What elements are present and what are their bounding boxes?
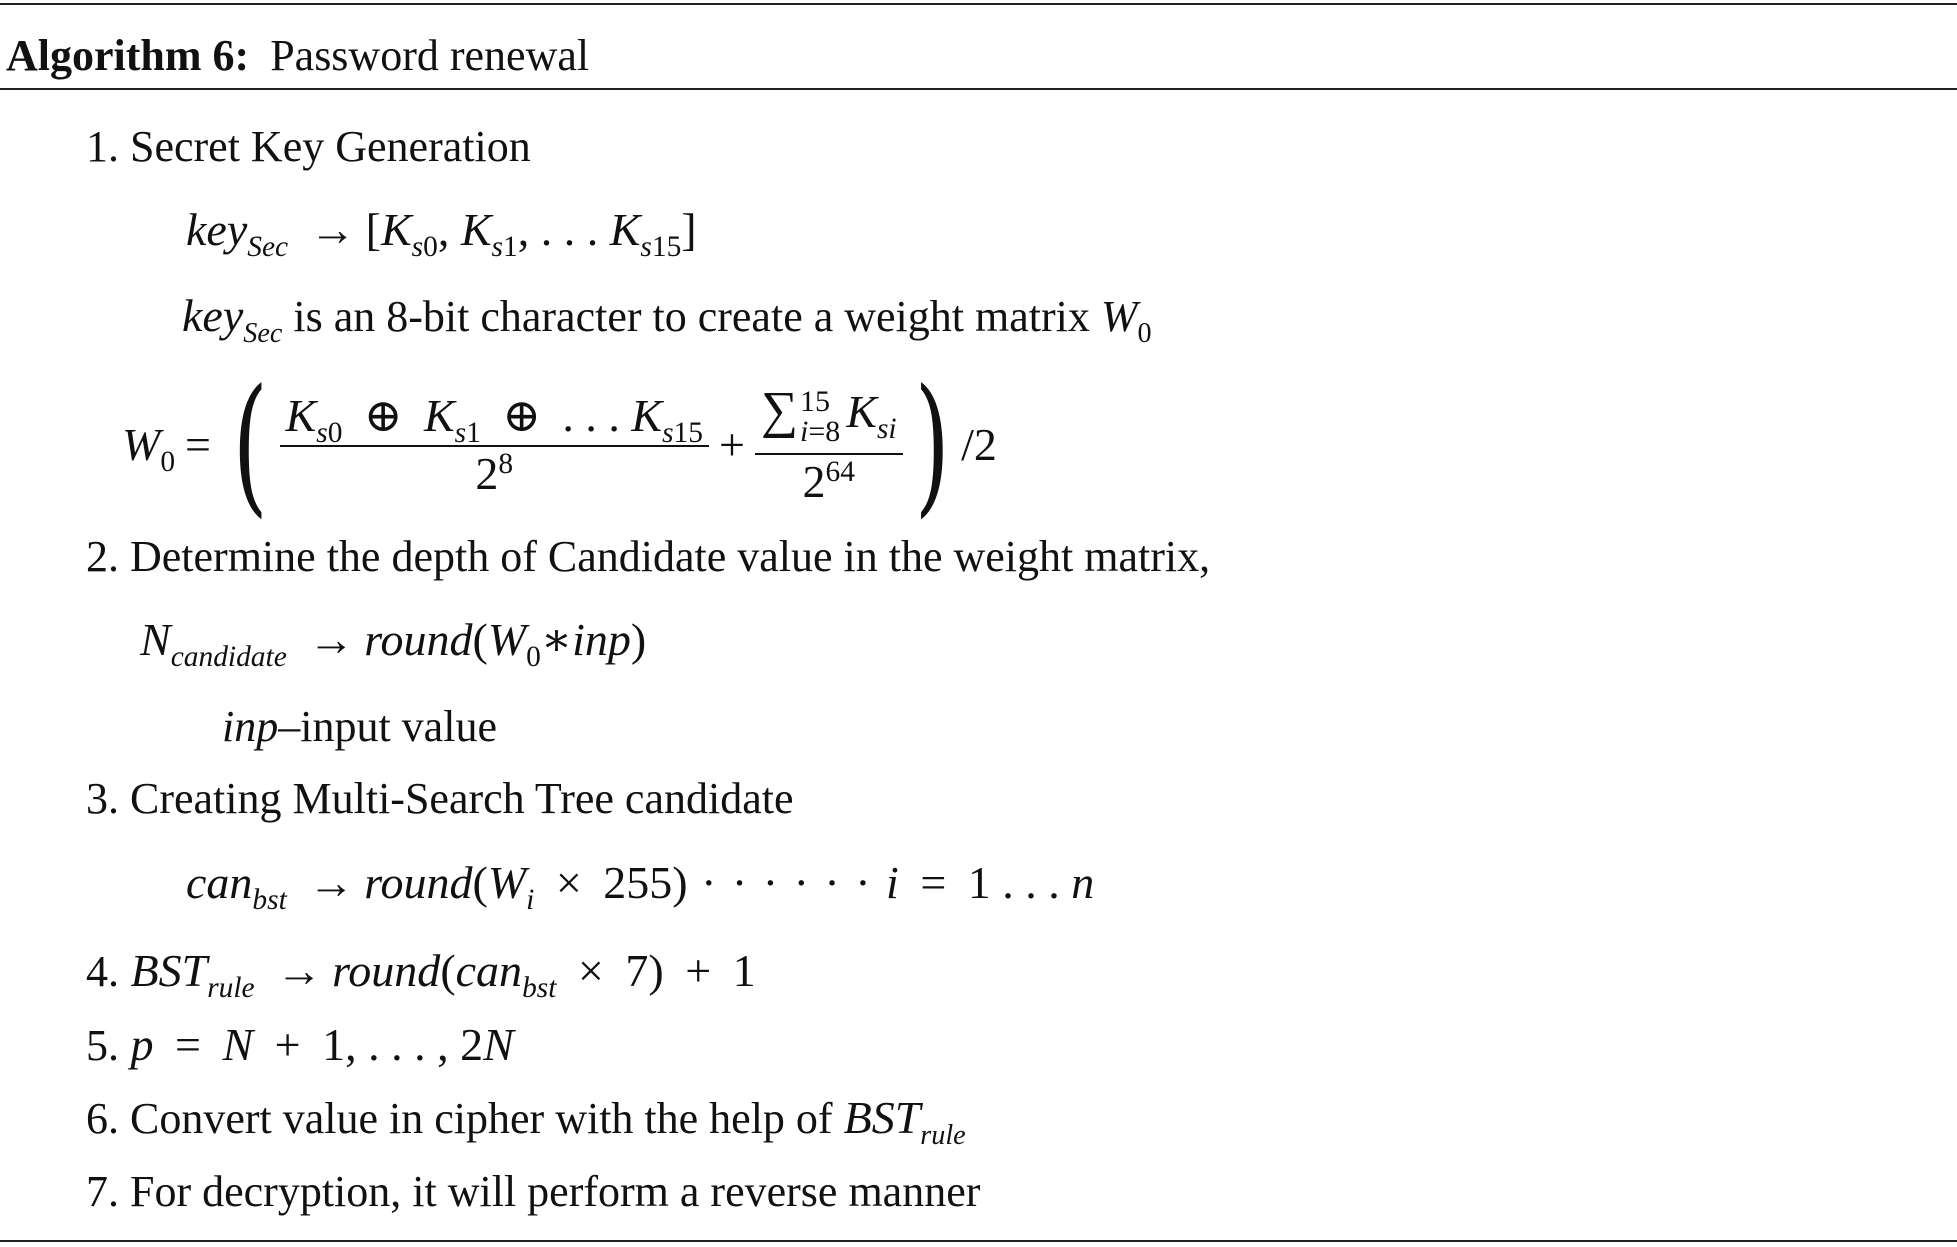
key-subscript: Sec: [247, 231, 289, 264]
algorithm-title: Password renewal: [270, 31, 590, 80]
round-fn: round: [364, 614, 473, 665]
step-6-text: 6. Convert value in cipher with the help of: [86, 1094, 833, 1143]
key-description-text: is an 8-bit character to create a weight matrix: [293, 292, 1090, 341]
algorithm-heading: [6, 31, 590, 80]
inp-description-text: –input value: [278, 702, 497, 751]
step-4-number: 4.: [86, 947, 119, 996]
left-paren: (: [232, 358, 268, 532]
bst-subscript: bst: [252, 884, 287, 917]
key-symbol-2: key: [182, 290, 244, 341]
bst-rule-symbol-2: BST: [843, 1092, 921, 1143]
bottom-rule: [0, 1240, 1957, 1242]
bst-rule-symbol: BST: [130, 945, 208, 996]
step-5-number: 5.: [86, 1021, 119, 1070]
key-description: key$_{Sec}$ is an 8-bit character to create a weight matrix $W_0$: [182, 290, 1152, 349]
weight-matrix-equation: $W_0$ = ( $\frac{K_{s0} \oplus K_{s1} \oplus . . . K_{s15}}{2^8}$ + ∑ 15 i=8 $K_{si}$ $2^{64}$ ) /2: [122, 358, 997, 532]
divide-by-two: /2: [961, 419, 997, 470]
step-7-title: 7. For decryption, it will perform a reverse manner: [86, 1167, 981, 1216]
step-6-title: [86, 1092, 966, 1151]
key-symbol: key: [186, 204, 248, 255]
first-fraction: $\frac{K_{s0} \oplus K_{s1} \oplus . . . K_{s15}}{2^8}$: [280, 393, 709, 497]
second-fraction: ∑ 15 i=8 $K_{si}$ $2^{64}$: [755, 385, 903, 504]
candidate-bst-equation: $can_{bst} \to round(W_i \times 255)$ · · · · · · i = 1 . . . n: [186, 857, 1095, 917]
inp-description: [222, 702, 497, 751]
can-symbol: can: [186, 857, 253, 908]
step-4-equation: 4. $BST_{rule}$ → round(can$_{bst}$ × 7) + 1: [86, 945, 756, 1005]
arrow-symbol: →: [309, 204, 356, 255]
candidate-subscript: candidate: [170, 641, 287, 674]
rule-subscript: rule: [207, 972, 255, 1005]
candidate-equation: $N_{candidate}$ → $round(W_0∗inp)$: [140, 614, 647, 674]
n-symbol: N: [140, 614, 171, 665]
inp-symbol: inp: [222, 702, 279, 751]
step-5-equation: 5. p = N + 1, . . . , 2N: [86, 1019, 514, 1070]
algorithm-label: Algorithm 6:: [6, 31, 250, 80]
right-paren: ): [914, 358, 950, 532]
key-subscript-2: Sec: [243, 317, 283, 349]
step-2-title: 2. Determine the depth of Candidate value in the weight matrix,: [86, 532, 1211, 581]
key-generation-equation: $key_{Sec} \to [K_{s0}$, $K_{s1}$, . . . $K_{s15}$]: [186, 204, 697, 264]
heading-rule: [0, 88, 1957, 90]
step-3-title: 3. Creating Multi-Search Tree candidate: [86, 774, 794, 823]
rule-subscript-2: rule: [920, 1119, 966, 1151]
step-1-title: 1. Secret Key Generation: [86, 122, 531, 171]
top-rule: [0, 3, 1957, 5]
